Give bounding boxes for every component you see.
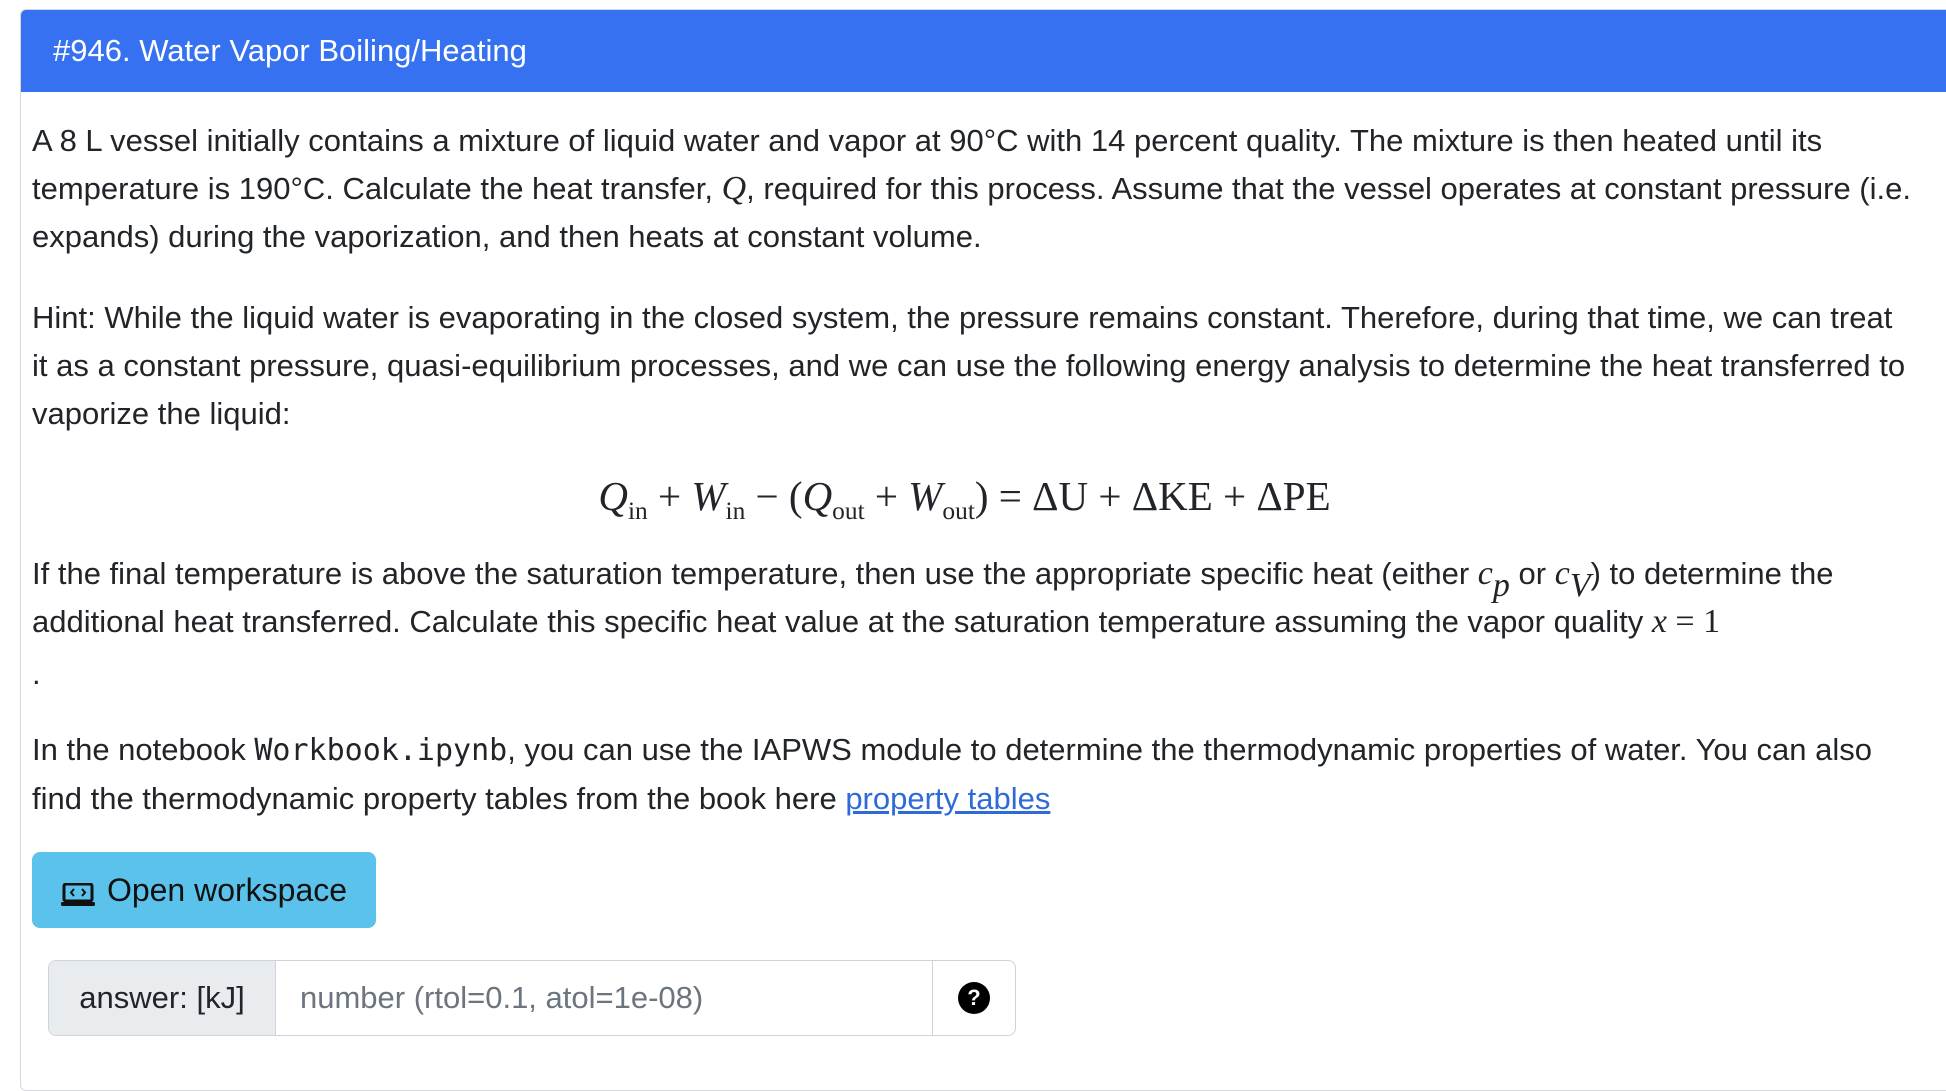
question-header — [21, 10, 1946, 92]
help-button[interactable] — [932, 961, 1015, 1035]
answer-label: answer: [kJ] — [49, 961, 276, 1035]
specific-heat-text: If the final temperature is above the saturation temperature, then use the appropriate specific heat (either $c_p$ or $c_V$) to determine the additional heat transferred. Calculate this specific heat value at the saturation temperature assuming the vapor quality x = 1 — [32, 555, 1834, 640]
notebook-name: Workbook.ipynb — [254, 733, 508, 768]
trailing-period: . — [32, 656, 41, 691]
heat-variable: Q — [721, 170, 747, 207]
open-workspace-button[interactable] — [32, 852, 376, 928]
open-workspace-label: Open workspace — [106, 871, 348, 908]
hint-text: Hint: While the liquid water is evaporating in the closed system, the pressure remains constant. Therefore, during that time, we can treat it as a constant pressure, quasi-equilibrium processes, and we can use the following energy analysis to determine the heat transferred to vaporize the liquid: — [32, 300, 1906, 431]
energy-equation: $Q_{in} + W_{in} - (Q_{out} + W_{out}) = \Delta U + \Delta KE + \Delta PE$ — [598, 473, 1331, 525]
property-tables-link[interactable]: property tables — [845, 781, 1051, 816]
answer-input[interactable] — [276, 961, 932, 1035]
laptop-code-icon — [61, 878, 95, 902]
problem-statement: A 8 L vessel initially contains a mixture of liquid water and vapor at 90°C with 14 percent quality. The mixture is then heated until its temperature is 190°C. Calculate the heat transfer, Q, required for this process. Assume that the vessel operates at constant pressure (i.e. expands) during the vaporization, and then heats at constant volume. — [32, 123, 1911, 254]
answer-input-group — [48, 960, 1016, 1036]
question-mark-icon: ? — [958, 982, 990, 1014]
question-title: #946. Water Vapor Boiling/Heating — [53, 33, 527, 68]
notebook-text: In the notebook Workbook.ipynb, you can use the IAPWS module to determine the thermodynamic properties of water. You can also find the thermodynamic property tables from the book here property tables — [32, 732, 1872, 816]
